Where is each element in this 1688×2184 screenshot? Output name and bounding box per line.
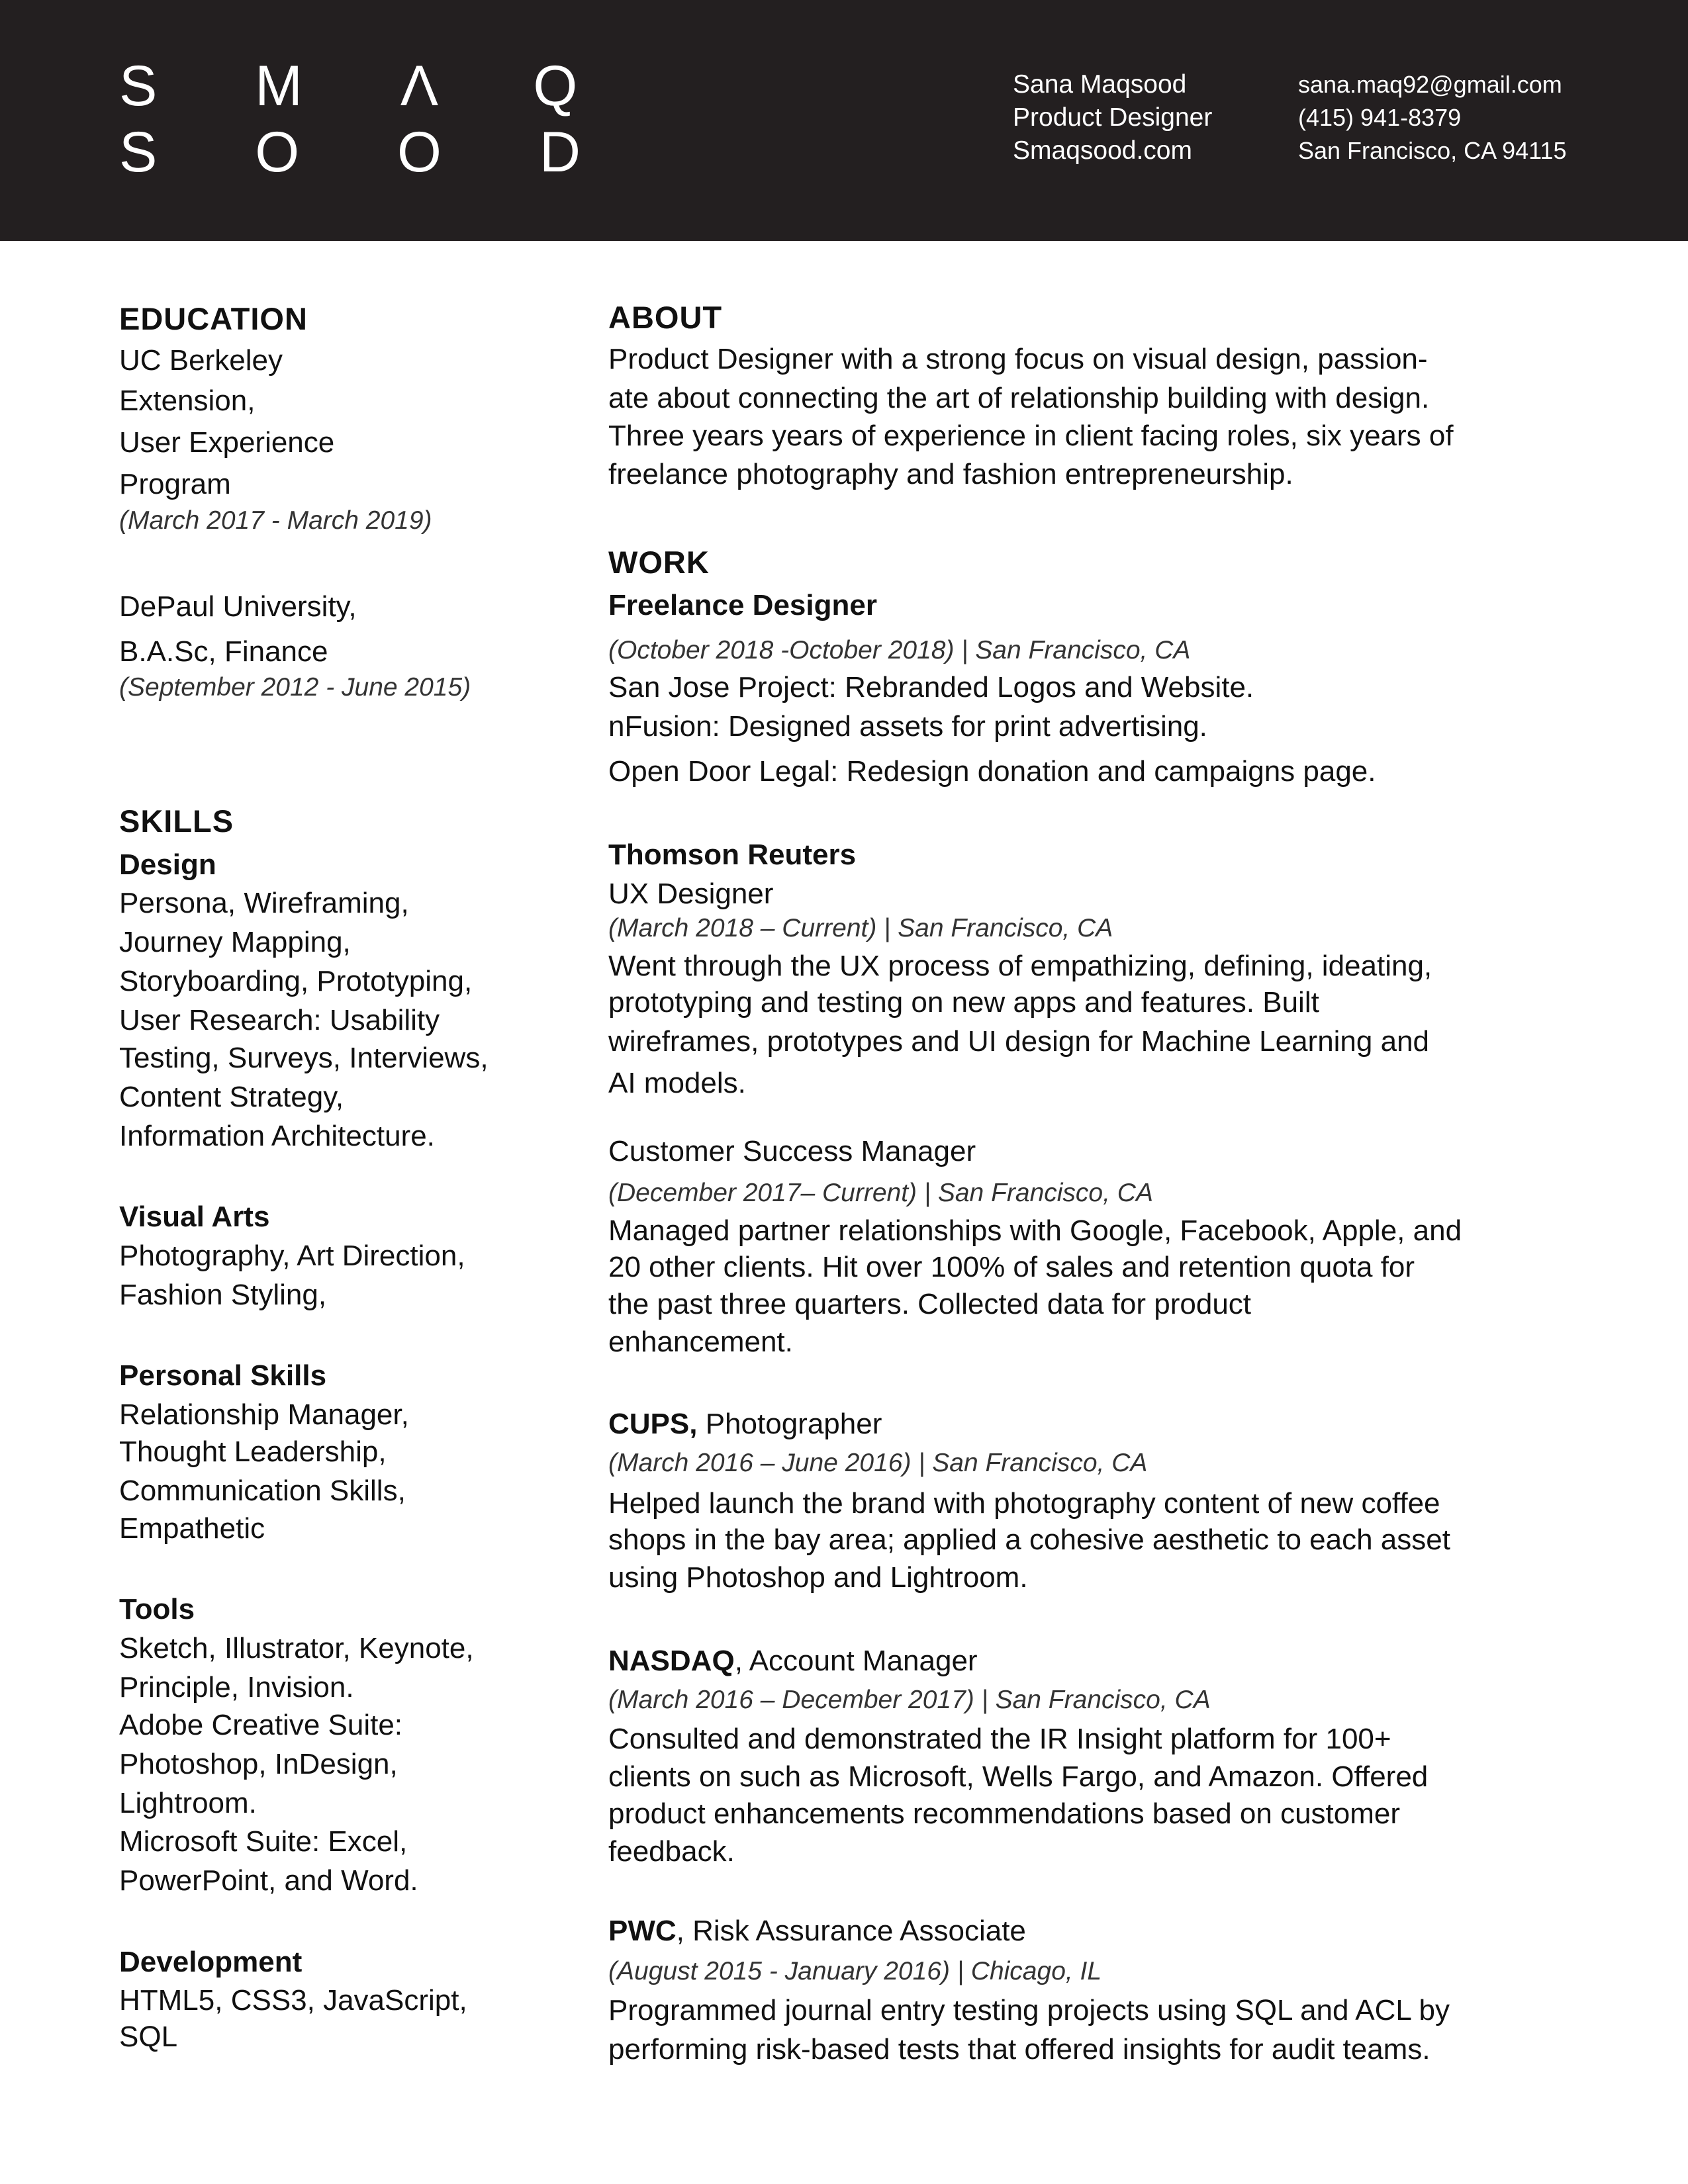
job-title-line [608, 1913, 1026, 1950]
job-dates: (December 2017– Current) | San Francisco, CA [608, 1179, 1153, 1207]
job-line: nFusion: Designed assets for print advertising. [608, 710, 1207, 743]
job-line: using Photoshop and Lightroom. [608, 1561, 1028, 1594]
contact-location: San Francisco, CA 94115 [1298, 137, 1567, 164]
school-dates: (September 2012 - June 2015) [119, 673, 471, 702]
job-role: Photographer [697, 1408, 882, 1440]
skill-line: Fashion Styling, [119, 1279, 327, 1311]
skill-line: Sketch, Illustrator, Keynote, [119, 1632, 474, 1664]
skill-line: Thought Leadership, [119, 1435, 387, 1468]
job-line: Managed partner relationships with Google, Facebook, Apple, and [608, 1214, 1462, 1247]
job-company: Freelance Designer [608, 589, 877, 621]
job-line: Helped launch the brand with photography content of new coffee [608, 1487, 1440, 1520]
about-line: Product Designer with a strong focus on visual design, passion- [608, 343, 1428, 375]
job-role: UX Designer [608, 878, 774, 910]
logo-line-1: S M Λ Q [119, 54, 619, 118]
job-line: shops in the bay area; applied a cohesive aesthetic to each asset [608, 1524, 1450, 1556]
contact-name: Sana Maqsood [1013, 70, 1187, 99]
school-line: Extension, [119, 385, 256, 417]
job-company: PWC [608, 1915, 677, 1947]
job-line: AI models. [608, 1067, 746, 1099]
job-dates: (March 2016 – December 2017) | San Francisco, CA [608, 1686, 1211, 1714]
contact-website[interactable]: Smaqsood.com [1013, 136, 1192, 165]
skill-line: Photoshop, InDesign, [119, 1748, 398, 1780]
skill-group-title: Development [119, 1946, 303, 1978]
about-line: ate about connecting the art of relationship building with design. [608, 382, 1430, 414]
skill-line: Testing, Surveys, Interviews, [119, 1042, 489, 1074]
job-company: NASDAQ [608, 1645, 735, 1677]
job-title-line [608, 1643, 978, 1680]
job-line: the past three quarters. Collected data for product [608, 1288, 1252, 1320]
skill-line: Microsoft Suite: Excel, [119, 1825, 408, 1858]
job-line: prototyping and testing on new apps and features. Built [608, 986, 1319, 1019]
job-dates: (October 2018 -October 2018) | San Francisco, CA [608, 636, 1191, 664]
job-company: CUPS, [608, 1408, 698, 1440]
skill-line: Empathetic [119, 1512, 265, 1545]
about-line: Three years years of experience in client facing roles, six years of [608, 420, 1454, 452]
school-dates: (March 2017 - March 2019) [119, 506, 432, 535]
school-line: User Experience [119, 426, 335, 459]
header-banner [0, 0, 1688, 241]
skill-line: Content Strategy, [119, 1081, 344, 1113]
job-role: Customer Success Manager [608, 1135, 976, 1167]
skill-line: Principle, Invision. [119, 1671, 354, 1704]
skills-heading: SKILLS [119, 803, 234, 839]
job-line: San Jose Project: Rebranded Logos and Website. [608, 671, 1254, 704]
skill-line: Relationship Manager, [119, 1398, 409, 1431]
job-title-line [608, 1406, 882, 1443]
skill-line: Information Architecture. [119, 1120, 435, 1152]
school-line: B.A.Sc, Finance [119, 635, 328, 668]
job-line: clients on such as Microsoft, Wells Fargo, and Amazon. Offered [608, 1760, 1429, 1793]
contact-email[interactable]: sana.maq92@gmail.com [1298, 71, 1562, 98]
skill-line: Journey Mapping, [119, 926, 351, 958]
job-dates: (March 2016 – June 2016) | San Francisco, CA [608, 1449, 1148, 1477]
job-line: Consulted and demonstrated the IR Insight platform for 100+ [608, 1723, 1391, 1755]
job-role: , Account Manager [734, 1645, 978, 1677]
skill-group-title: Design [119, 848, 216, 881]
job-line: Programmed journal entry testing projects using SQL and ACL by [608, 1994, 1450, 2026]
school-line: UC Berkeley [119, 344, 283, 377]
job-dates: (March 2018 – Current) | San Francisco, CA [608, 914, 1113, 942]
skill-line: SQL [119, 2021, 178, 2053]
job-line: product enhancements recommendations based on customer [608, 1797, 1401, 1830]
skill-line: Communication Skills, [119, 1475, 406, 1507]
job-line: 20 other clients. Hit over 100% of sales and retention quota for [608, 1251, 1415, 1283]
skill-group-title: Tools [119, 1593, 195, 1625]
logo-line-2: S O O D [119, 120, 622, 184]
contact-title: Product Designer [1013, 103, 1213, 132]
skill-line: Adobe Creative Suite: [119, 1709, 403, 1741]
job-line: feedback. [608, 1835, 735, 1868]
skill-line: Photography, Art Direction, [119, 1240, 465, 1272]
about-heading: ABOUT [608, 300, 723, 335]
skill-line: Lightroom. [119, 1787, 257, 1819]
job-company: Thomson Reuters [608, 839, 857, 871]
school-line: Program [119, 468, 231, 500]
education-heading: EDUCATION [119, 301, 308, 336]
job-role: , Risk Assurance Associate [676, 1915, 1026, 1947]
work-heading: WORK [608, 545, 710, 580]
skill-group-title: Personal Skills [119, 1359, 327, 1392]
job-line: Open Door Legal: Redesign donation and campaigns page. [608, 755, 1376, 788]
job-dates: (August 2015 - January 2016) | Chicago, IL [608, 1957, 1102, 1985]
school-line: DePaul University, [119, 590, 357, 623]
skill-line: HTML5, CSS3, JavaScript, [119, 1984, 467, 2017]
skill-line: PowerPoint, and Word. [119, 1864, 418, 1897]
contact-phone: (415) 941-8379 [1298, 104, 1462, 131]
job-line: Went through the UX process of empathizing, defining, ideating, [608, 950, 1432, 982]
about-line: freelance photography and fashion entrepreneurship. [608, 458, 1293, 490]
skill-line: Storyboarding, Prototyping, [119, 965, 473, 997]
skill-group-title: Visual Arts [119, 1201, 270, 1233]
skill-line: User Research: Usability [119, 1004, 440, 1036]
job-line: wireframes, prototypes and UI design for Machine Learning and [608, 1025, 1430, 1058]
job-line: enhancement. [608, 1326, 793, 1358]
job-line: performing risk-based tests that offered insights for audit teams. [608, 2033, 1430, 2066]
skill-line: Persona, Wireframing, [119, 887, 409, 919]
